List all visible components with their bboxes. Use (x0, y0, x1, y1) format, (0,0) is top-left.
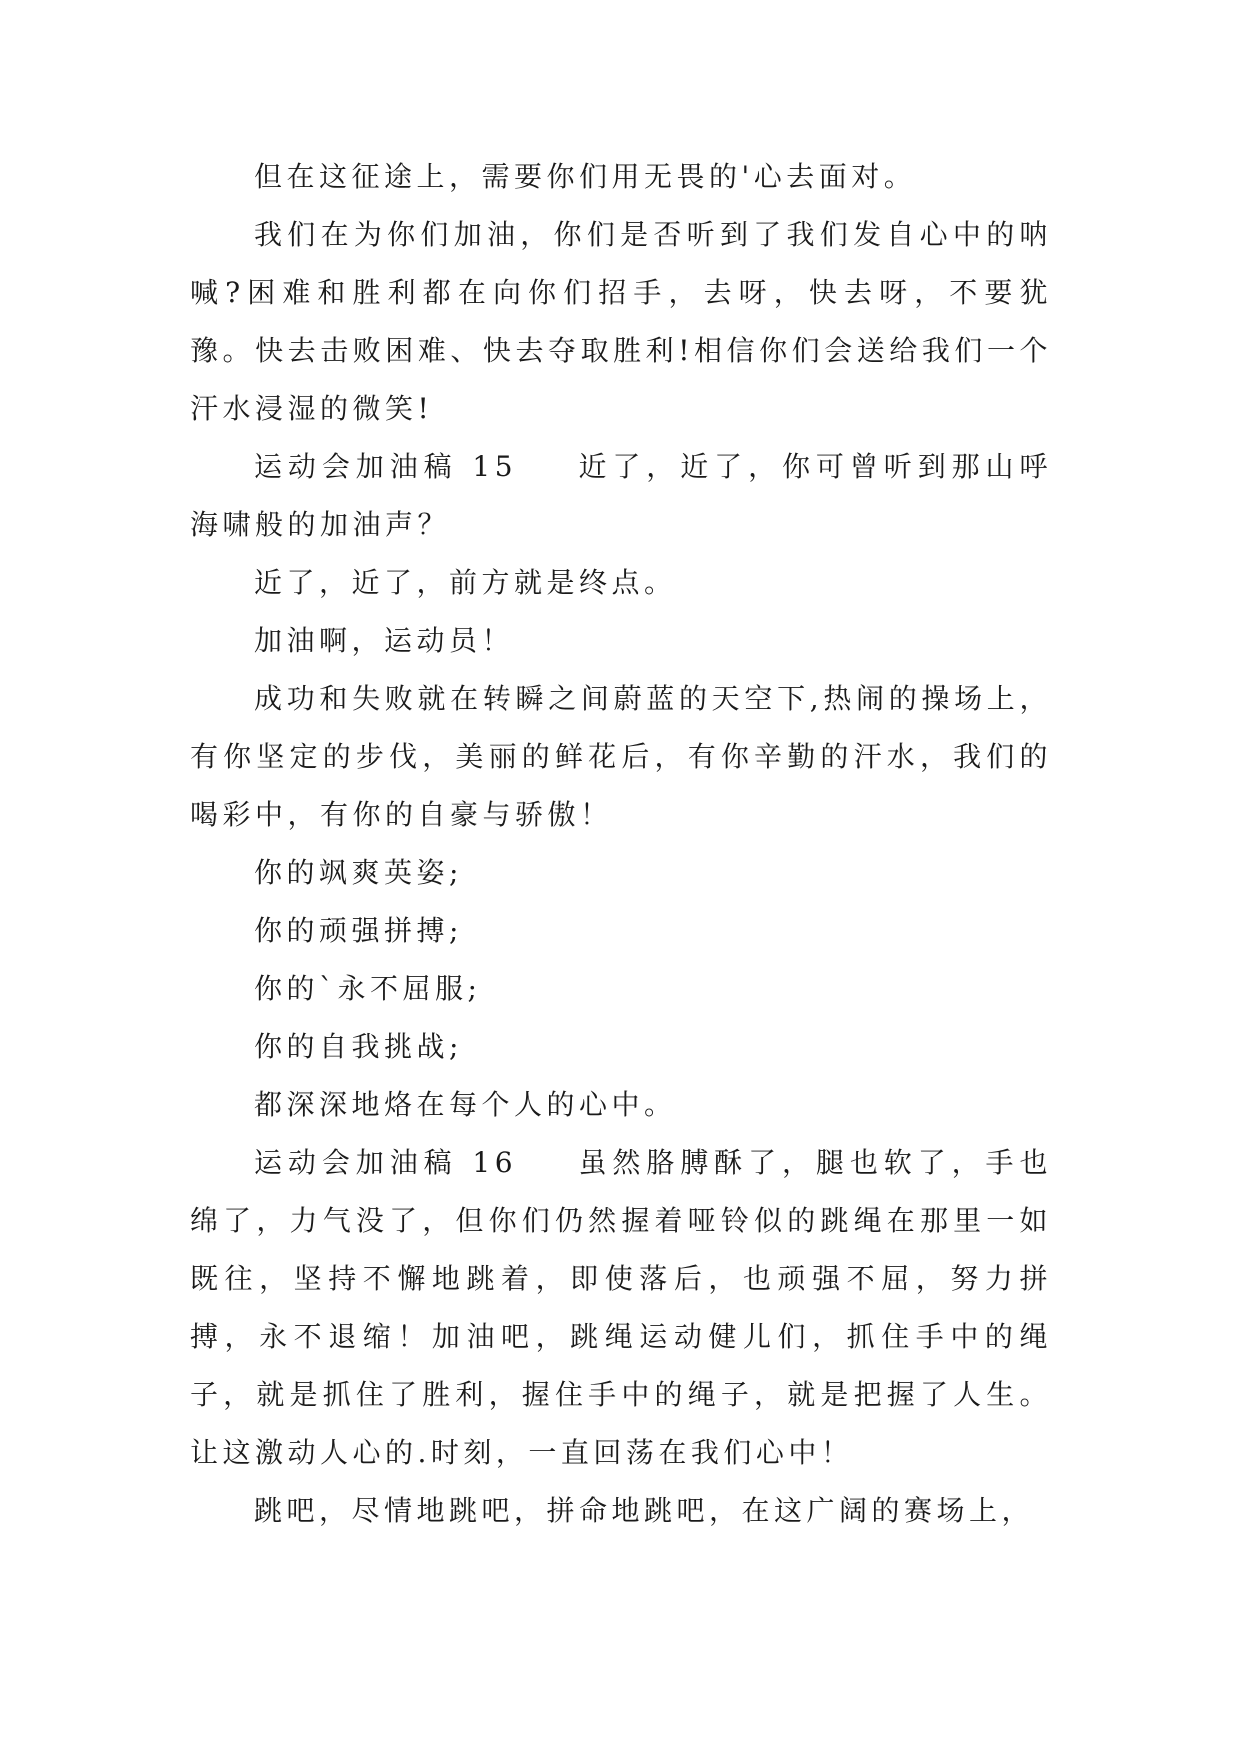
paragraph-text: 虽然胳膊酥了，腿也软了，手也绵了，力气没了，但你们仍然握着哑铃似的跳绳在那里一如既往，坚持不懈地跳着，即使落后，也顽强不屈，努力拼搏，永不退缩！加油吧，跳绳运动健儿们，抓住手中的绳子，就是抓住了胜利，握住手中的绳子，就是把握了人生。让这激动人心的.时刻，一直回荡在我们心中！ (190, 1146, 1052, 1469)
paragraph: 我们在为你们加油，你们是否听到了我们发自心中的呐喊?困难和胜利都在向你们招手，去呀，快去呀，不要犹豫。快去击败困难、快去夺取胜利!相信你们会送给我们一个汗水浸湿的微笑! (190, 218, 1052, 425)
document-page (190, 148, 1052, 1540)
paragraph: 你的顽强拼搏; (254, 914, 463, 947)
section-heading: 运动会加油稿 15 (254, 450, 518, 483)
paragraph: 你的自我挑战; (254, 1030, 463, 1063)
paragraph: 近了，近了，前方就是终点。 (254, 566, 677, 599)
paragraph: 你的`永不屈服; (254, 972, 482, 1005)
paragraph: 加油啊，运动员！ (254, 624, 515, 657)
paragraph: 你的飒爽英姿; (254, 856, 463, 889)
paragraph-with-heading (190, 1134, 1052, 1482)
section-heading: 运动会加油稿 16 (254, 1146, 518, 1179)
paragraph-text: 近了，近了，你可曾听到那山呼海啸般的加油声？ (190, 450, 1052, 541)
paragraph: 但在这征途上，需要你们用无畏的'心去面对。 (254, 160, 917, 193)
paragraph: 成功和失败就在转瞬之间蔚蓝的天空下,热闹的操场上，有你坚定的步伐，美丽的鲜花后，有你辛勤的汗水，我们的喝彩中，有你的自豪与骄傲！ (190, 682, 1052, 831)
paragraph: 跳吧，尽情地跳吧，拼命地跳吧，在这广阔的赛场上， (254, 1494, 1035, 1527)
paragraph: 都深深地烙在每个人的心中。 (254, 1088, 677, 1121)
paragraph-with-heading (190, 438, 1052, 554)
